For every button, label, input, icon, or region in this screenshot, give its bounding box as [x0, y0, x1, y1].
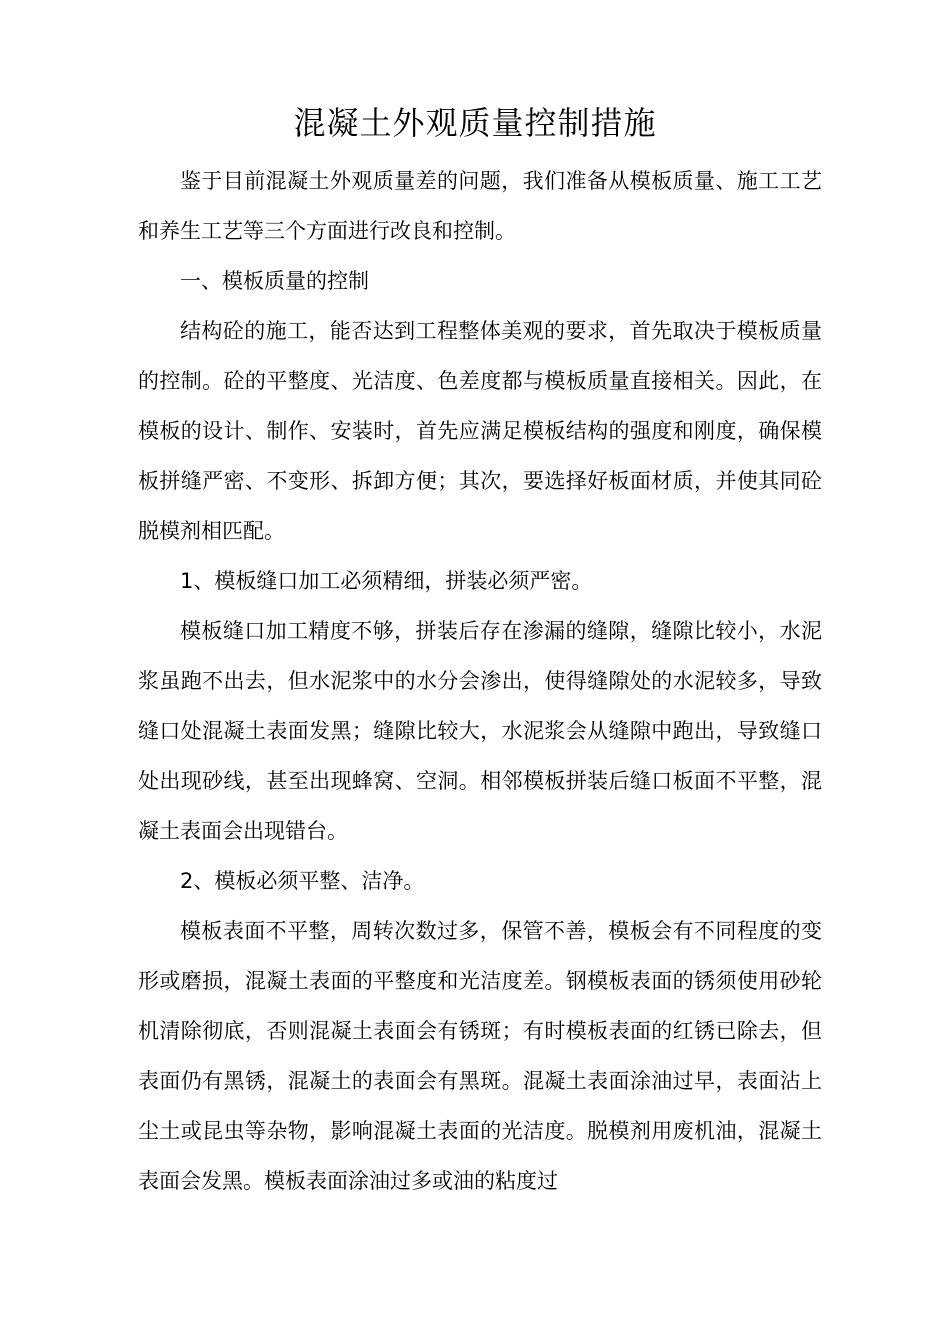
subheading-flat-clean: 2、模板必须平整、洁净。	[180, 869, 425, 893]
flat-clean-paragraph: 模板表面不平整，周转次数过多，保管不善，模板会有不同程度的变形或磨损，混凝土表面的平整度和光洁度差。钢模板表面的锈须使用砂轮机清除彻底，否则混凝土表面会有锈斑；有时模板表面的红锈已除去，但表面仍有黑锈，混凝土的表面会有黑斑。混凝土表面涂油过早，表面沾上尘土或昆虫等杂物，影响混凝土表面的光洁度。脱模剂用废机油，混凝土表面会发黑。模板表面涂油过多或油的粘度过	[138, 919, 822, 1193]
subheading-joint-processing: 1、模板缝口加工必须精细，拼装必须严密。	[180, 569, 593, 593]
intro-paragraph: 鉴于目前混凝土外观质量差的问题，我们准备从模板质量、施工工艺和养生工艺等三个方面进行改良和控制。	[138, 169, 822, 243]
joint-processing-paragraph: 模板缝口加工精度不够，拼装后存在渗漏的缝隙，缝隙比较小，水泥浆虽跑不出去，但水泥浆中的水分会渗出，使得缝隙处的水泥较多，导致缝口处混凝土表面发黑；缝隙比较大，水泥浆会从缝隙中跑出，导致缝口处出现砂线，甚至出现蜂窝、空洞。相邻模板拼装后缝口板面不平整，混凝土表面会出现错台。	[138, 619, 822, 843]
formwork-quality-paragraph: 结构砼的施工，能否达到工程整体美观的要求，首先取决于模板质量的控制。砼的平整度、光洁度、色差度都与模板质量直接相关。因此，在模板的设计、制作、安装时，首先应满足模板结构的强度和刚度，确保模板拼缝严密、不变形、拆卸方便；其次，要选择好板面材质，并使其同砼脱模剂相匹配。	[138, 319, 822, 543]
document-body	[138, 156, 822, 1206]
section-heading-formwork-quality: 一、模板质量的控制	[180, 269, 369, 293]
document-title: 混凝土外观质量控制措施	[293, 104, 657, 142]
